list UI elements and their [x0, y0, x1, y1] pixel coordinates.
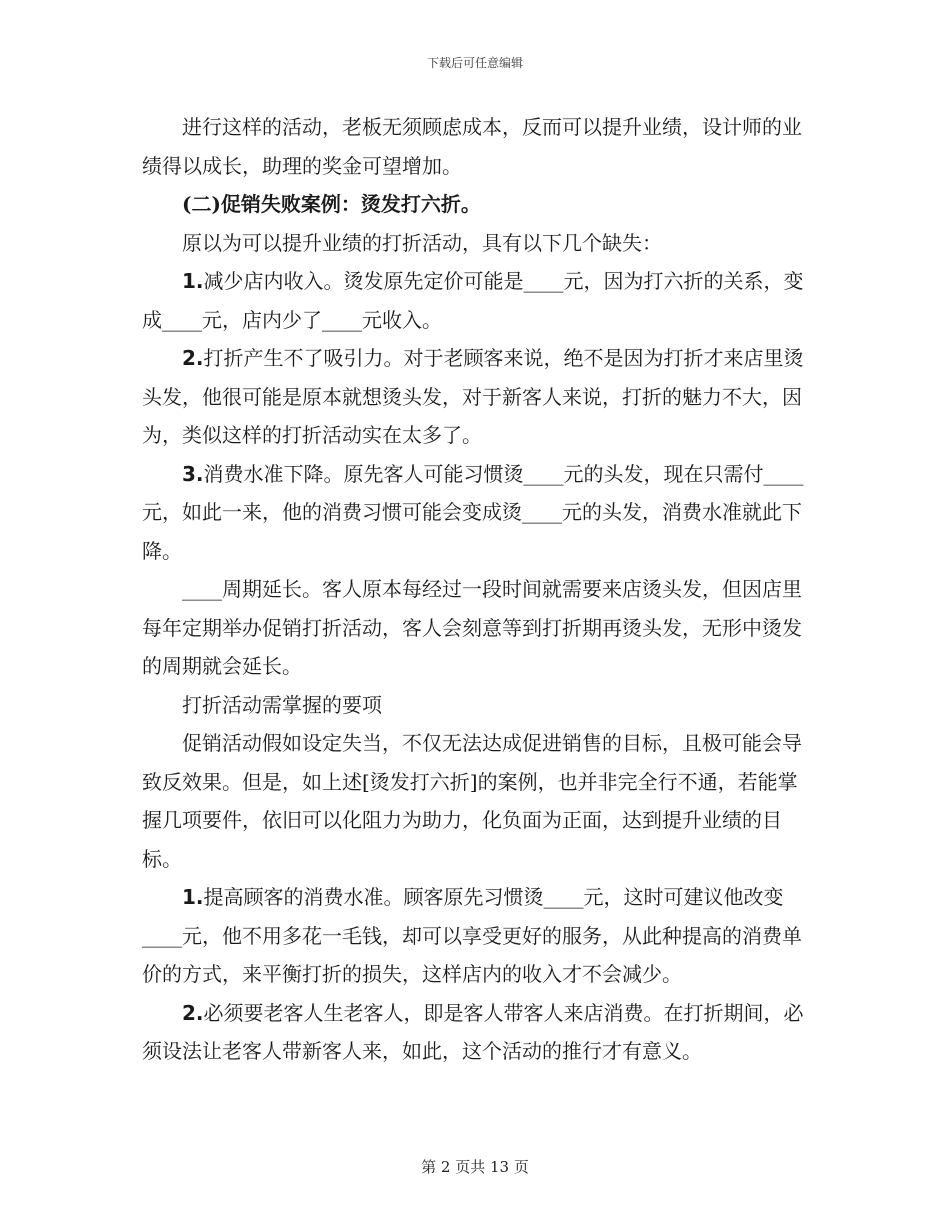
section-heading-key-points: 打折活动需掌握的要项	[182, 692, 382, 717]
list-text: 提高顾客的消费水准。顾客原先习惯烫____元，这时可建议他改变____元，他不用多花一毛钱，却可以享受更好的服务，从此种提高的消费单价的方式，来平衡打折的损失，这样店内的收入才不会减少。	[142, 885, 802, 986]
list-number: 3.	[182, 461, 204, 486]
paragraph-shortcomings: 原以为可以提升业绩的打折活动，具有以下几个缺失：	[182, 230, 662, 255]
page-number-footer: 第 2 页共 13 页	[421, 1158, 529, 1176]
list-text: 打折产生不了吸引力。对于老顾客来说，绝不是因为打折才来店里烫头发，他很可能是原本就想烫头发，对于新客人来说，打折的魅力不大，因为，类似这样的打折活动实在太多了。	[142, 346, 804, 447]
page-header: 下载后可任意编辑	[426, 56, 523, 70]
list-item-no-attraction	[142, 339, 808, 455]
list-item-reduce-income	[142, 262, 808, 339]
paragraph-cycle-extended: ____周期延长。客人原本每经过一段时间就需要来店烫头发，但因店里每年定期举办促销打折活动，客人会刻意等到打折期再烫头发，无形中烫发的周期就会延长。	[142, 577, 802, 678]
list-number: 1.	[182, 885, 204, 909]
document-body	[142, 108, 808, 1071]
list-text: 消费水准下降。原先客人可能习惯烫____元的头发，现在只需付____元，如此一来，他的消费习惯可能会变成烫____元的头发，消费水准就此下降。	[142, 461, 804, 563]
list-item-raise-spending	[142, 878, 808, 994]
list-number: 2.	[182, 1000, 204, 1025]
list-item-referrals	[142, 994, 808, 1071]
list-number: 1.	[182, 269, 204, 293]
list-text: 必须要老客人生老客人，即是客人带客人来店消费。在打折期间，必须设法让老客人带新客人来，如此，这个活动的推行才有意义。	[142, 1000, 804, 1063]
list-text: 减少店内收入。烫发原先定价可能是____元，因为打六折的关系，变成____元，店内少了____元收入。	[142, 269, 804, 332]
paragraph-promotion-risk: 促销活动假如设定失当，不仅无法达成促进销售的目标，且极可能会导致反效果。但是，如上述[烫发打六折]的案例，也并非完全行不通，若能掌握几项要件，依旧可以化阻力为助力，化负面为正面，达到提升业绩的目标。	[142, 731, 802, 871]
paragraph-intro: 进行这样的活动，老板无须顾虑成本，反而可以提升业绩，设计师的业绩得以成长，助理的奖金可望增加。	[142, 115, 802, 178]
list-number: 2.	[182, 346, 204, 370]
section-heading-failure-case: (二)促销失败案例：烫发打六折。	[182, 192, 481, 216]
list-item-spending-drop	[142, 455, 808, 571]
